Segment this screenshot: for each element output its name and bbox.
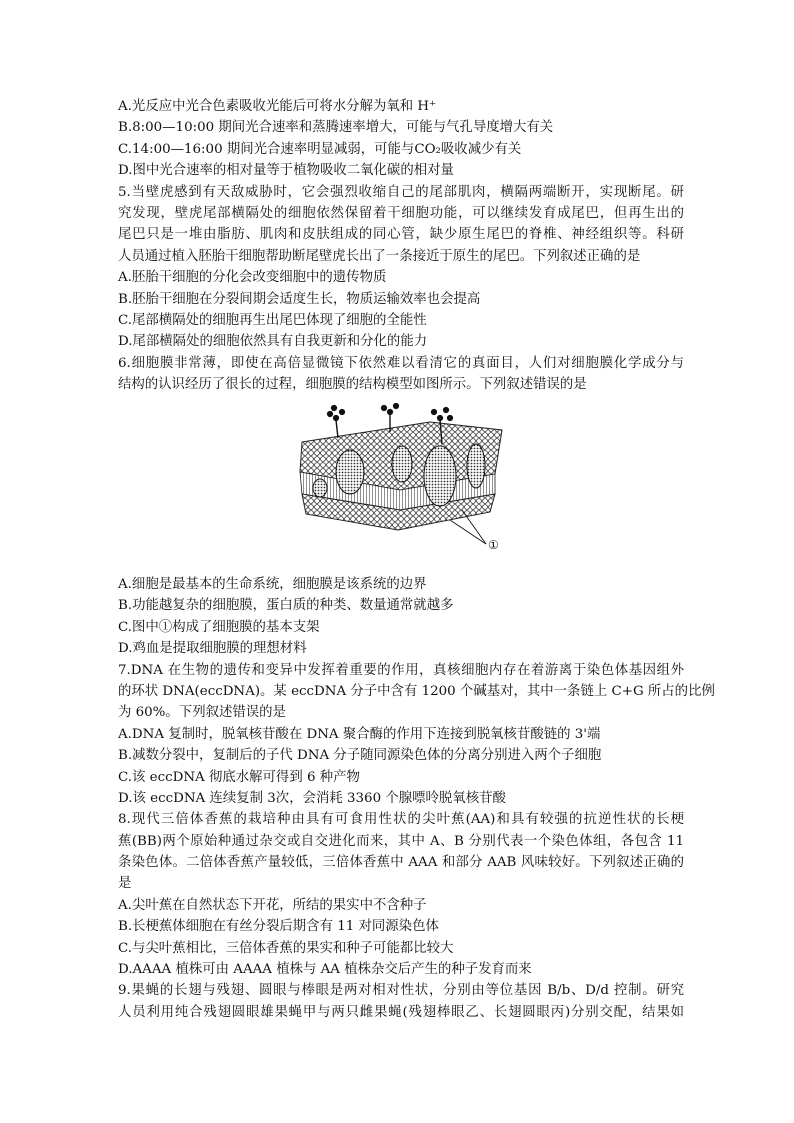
question-8-stem: 蕉(BB)两个原始种通过杂交或自交进化而来，其中 A、B 分别代表一个染色体组，各包含 11 [118,833,684,849]
option-line: A.DNA 复制时，脱氧核苷酸在 DNA 聚合酶的作用下连接到脱氧核苷酸链的 3'端 [118,726,601,742]
question-9-stem: 人员利用纯合残翅圆眼雄果蝇甲与两只雌果蝇(残翅棒眼乙、长翅圆眼丙)分别交配，结果如 [118,1004,684,1020]
option-line: B.胚胎干细胞在分裂间期会适度生长，物质运输效率也会提高 [118,291,481,307]
option-line: D.尾部横隔处的细胞依然具有自我更新和分化的能力 [118,334,428,350]
option-line: C.图中①构成了细胞膜的基本支架 [118,619,320,635]
question-5-stem: 究发现，壁虎尾部横隔处的细胞依然保留着干细胞功能，可以继续发育成尾巴，但再生出的 [118,205,684,221]
option-line: A.胚胎干细胞的分化会改变细胞中的遗传物质 [118,270,387,286]
question-6-stem: 6.细胞膜非常薄，即使在高倍显微镜下依然难以看清它的真面目，人们对细胞膜化学成分与 [118,355,684,371]
question-7-stem: 为 60%。下列叙述错误的是 [118,705,286,721]
option-line: B.长梗蕉体细胞在有丝分裂后期含有 11 对同源染色体 [118,919,439,935]
membrane-protein [392,446,412,482]
option-line: D.图中光合速率的相对量等于植物吸收二氧化碳的相对量 [118,163,454,179]
option-line: D.AAAA 植株可由 AAAA 植株与 AA 植株杂交后产生的种子发育而来 [118,962,532,978]
option-line: C.该 eccDNA 彻底水解可得到 6 种产物 [118,769,360,785]
text-block-bottom [118,574,715,1023]
question-7-stem: 的环状 DNA(eccDNA)。某 eccDNA 分子中含有 1200 个碱基对，其中一条链上 C+G 所占的比例 [118,683,715,699]
question-5-stem: 人员通过植入胚胎干细胞帮助断尾壁虎长出了一条接近于原生的尾巴。下列叙述正确的是 [118,248,641,264]
option-line: A.尖叶蕉在自然状态下开花，所结的果实中不含种子 [118,897,427,913]
question-5-stem: 5.当壁虎感到有天敌威胁时，它会强烈收缩自己的尾部肌肉，横隔两端断开，实现断尾。研 [118,184,684,200]
question-8-stem: 是 [118,876,132,892]
question-6-stem: 结构的认识经历了很长的过程，细胞膜的结构模型如图所示。下列叙述错误的是 [118,377,587,393]
option-line: B.8:00—10:00 期间光合速率和蒸腾速率增大，可能与气孔导度增大有关 [118,120,554,136]
option-line: B.功能越复杂的细胞膜，蛋白质的种类、数量通常就越多 [118,598,454,614]
membrane-protein [313,479,327,497]
option-line: C.14:00—16:00 期间光合速率明显减弱，可能与CO₂吸收减少有关 [118,141,522,157]
question-9-stem: 9.果蝇的长翅与残翅、圆眼与棒眼是两对相对性状，分别由等位基因 B/b、D/d 控制。研究 [118,983,684,999]
membrane-protein [336,450,364,494]
option-line: C.与尖叶蕉相比，三倍体香蕉的果实和种子可能都比较大 [118,940,454,956]
question-7-stem: 7.DNA 在生物的遗传和变异中发挥着重要的作用，真核细胞内存在着游离于染色体基因组外 [118,662,684,678]
membrane-protein [467,444,485,488]
cell-membrane-model-figure [290,402,520,562]
option-line: C.尾部横隔处的细胞再生出尾巴体现了细胞的全能性 [118,312,427,328]
option-line: D.该 eccDNA 连续复制 3次，会消耗 3360 个腺嘌呤脱氧核苷酸 [118,790,506,806]
question-8-stem: 条染色体。二倍体香蕉产量较低，三倍体香蕉中 AAA 和部分 AAB 风味较好。下列叙述正确的 [118,855,684,871]
option-line: A.细胞是最基本的生命系统，细胞膜是该系统的边界 [118,577,427,592]
membrane-protein [424,446,456,506]
question-5-stem: 尾巴只是一堆由脂肪、肌肉和皮肤组成的同心管，缺少原生尾巴的脊椎、神经组织等。科研 [118,227,684,243]
figure-marker-label: ① [488,538,499,552]
option-line: A.光反应中光合色素吸收光能后可将水分解为氧和 H⁺ [118,99,437,114]
option-line: B.减数分裂中，复制后的子代 DNA 分子随同源染色体的分离分别进入两个子细胞 [118,748,602,764]
text-block-top [118,96,684,395]
question-8-stem: 8.现代三倍体香蕉的栽培种由具有可食用性状的尖叶蕉(AA)和具有较强的抗逆性状的长梗 [118,812,684,828]
option-line: D.鸡血是提取细胞膜的理想材料 [118,641,307,657]
leader-line [450,520,486,544]
